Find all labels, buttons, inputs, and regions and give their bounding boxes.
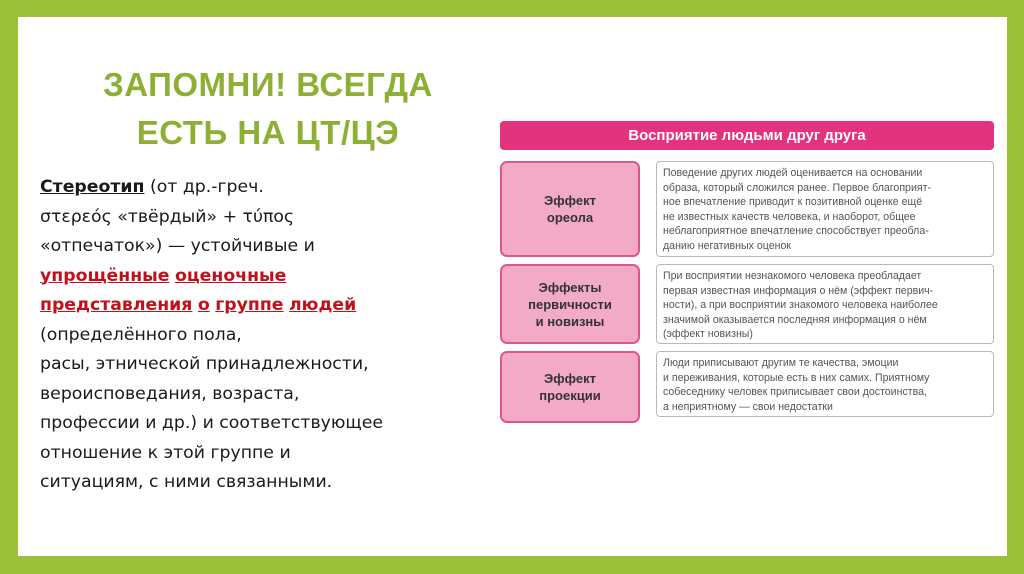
- key-phrase-people: людей: [289, 295, 357, 315]
- definition-text: [40, 173, 458, 498]
- description-line: (эффект новизны): [663, 328, 753, 340]
- effect-label-projection: [500, 351, 640, 423]
- key-phrase-representations: представления: [40, 295, 193, 315]
- definition-line-10: [40, 439, 458, 469]
- description-line: первая известная информация о нём (эффект первич-: [663, 284, 934, 297]
- description-line: данию негативных оценок: [663, 239, 791, 252]
- effect-row-halo: [500, 161, 994, 257]
- definition-line-1: [40, 173, 458, 203]
- key-phrase-group: группе: [215, 295, 284, 315]
- definition-line-6: (определённого пола,: [40, 324, 242, 345]
- perception-infographic: [500, 121, 994, 423]
- definition-line-9: профессии и др.) и соответствующее: [40, 413, 383, 433]
- slide-title: [58, 61, 478, 157]
- effect-label-line: ореола: [546, 210, 594, 225]
- description-line: Поведение других людей оценивается на основании: [663, 167, 923, 179]
- word-this: этой: [163, 442, 205, 463]
- gloss-1: «твёрдый»: [117, 206, 218, 227]
- gloss-2: «отпечаток»): [40, 236, 163, 256]
- description-line: неблагоприятное впечатление способствует преобла-: [663, 225, 929, 237]
- definition-line-11: ситуациям, с ними связанными.: [40, 472, 333, 492]
- title-line-2: ЕСТЬ НА ЦТ/ЦЭ: [136, 114, 400, 151]
- description-line: и переживания, которые есть в них самих. Приятному: [663, 371, 930, 384]
- dash: —: [167, 236, 186, 256]
- word-and: и: [303, 236, 315, 256]
- effect-label-halo: [500, 161, 640, 257]
- infographic-header: Восприятие людьми друг друга: [500, 121, 994, 150]
- slide: [18, 17, 1007, 556]
- description-line: а неприятному — свои недостатки: [663, 400, 833, 413]
- effect-label-line: Эффект: [544, 371, 596, 386]
- greek-word-2: τύπος: [242, 206, 295, 227]
- definition-line-3: [40, 232, 458, 262]
- description-line: значимой оказывается последняя информация о нём: [663, 313, 927, 326]
- effect-label-line: Эффект: [544, 193, 596, 208]
- word-group: группе: [210, 442, 274, 463]
- effect-row-projection: [500, 351, 994, 423]
- definition-line-5: [40, 291, 458, 321]
- definition-line-4: [40, 262, 458, 292]
- effect-description-halo: [656, 161, 994, 257]
- effect-description-projection: [656, 351, 994, 417]
- effect-label-line: проекции: [539, 388, 601, 403]
- definition-line-8: вероисповедания, возраста,: [40, 383, 300, 404]
- description-line: Люди приписывают другим те качества, эмоции: [663, 357, 899, 369]
- plus-sign: +: [222, 206, 238, 227]
- effect-label-line: Эффекты: [538, 279, 602, 295]
- description-line: не известных качеств человека, и наоборот, общее: [663, 210, 916, 223]
- effect-label-line: первичности: [528, 296, 612, 312]
- word-and-2: и: [279, 442, 291, 463]
- description-line: ности), а при восприятии знакомого человека наиболее: [663, 299, 938, 311]
- origin-text: (от др.-греч.: [144, 177, 264, 197]
- word-attitude: отношение: [40, 442, 143, 463]
- description-line: собеседнику человек приписывает свои достоинства,: [663, 386, 927, 398]
- effect-description-primacy-recency: [656, 264, 994, 344]
- definition-line-7: расы, этнической принадлежности,: [40, 354, 369, 374]
- effect-label-primacy-recency: [500, 264, 640, 344]
- key-phrase-about: о: [197, 295, 210, 315]
- definition-line-2: [40, 203, 458, 233]
- description-line: ное впечатление приводит к позитивной оценке ещё: [663, 196, 923, 208]
- description-line: При восприятии незнакомого человека преобладает: [663, 270, 922, 282]
- effect-row-primacy-recency: [500, 264, 994, 344]
- description-line: образа, который сложился ранее. Первое благоприят-: [663, 181, 931, 194]
- greek-word-1: στερεός: [40, 206, 112, 227]
- word-stable: устойчивые: [190, 236, 299, 256]
- effect-label-line: и новизны: [535, 313, 605, 329]
- term-stereotype: Стереотип: [40, 177, 145, 197]
- key-phrase-simplified: упрощённые: [40, 265, 170, 286]
- title-line-1: ЗАПОМНИ! ВСЕГДА: [103, 66, 433, 103]
- word-to: к: [147, 442, 159, 463]
- key-phrase-evaluative: оценочные: [175, 265, 287, 286]
